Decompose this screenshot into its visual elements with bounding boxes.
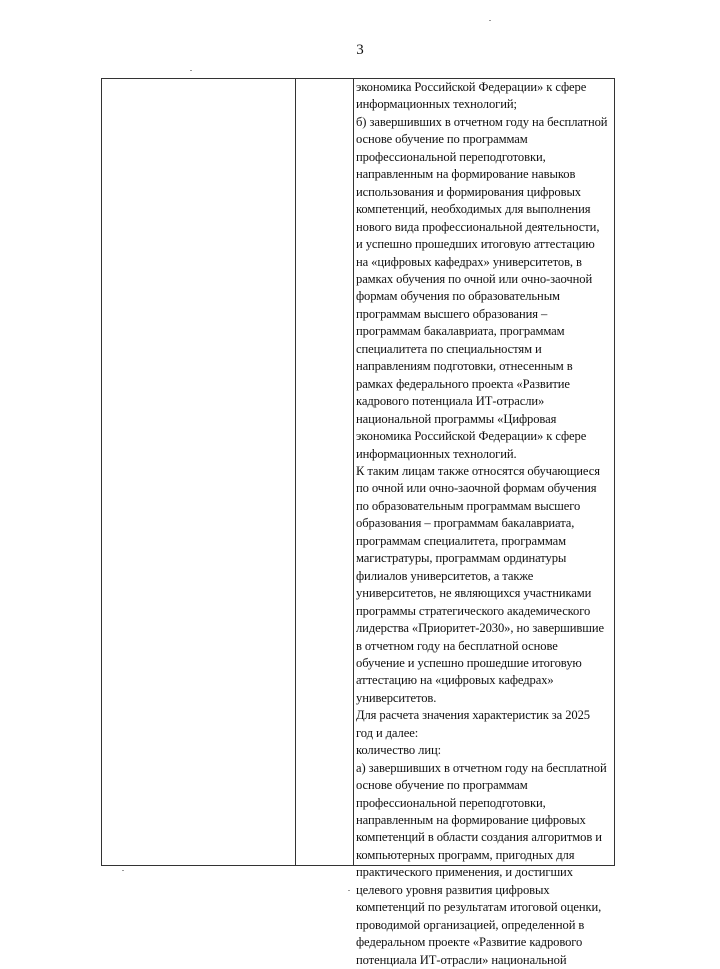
text-line: направленным на формирование цифровых [356, 813, 586, 828]
text-line: федеральном проекте «Развитие кадрового [356, 935, 583, 950]
text-line: на «цифровых кафедрах» университетов, в [356, 254, 582, 269]
text-line: компетенций по результатам итоговой оценки, [356, 900, 602, 915]
text-line: национальной программы «Цифровая [356, 411, 557, 426]
text-line: аттестацию на «цифровых кафедрах» [356, 673, 554, 688]
text-line: а) завершивших в отчетном году на бесплатной [356, 760, 607, 775]
scan-speck [122, 870, 124, 871]
text-line: кадрового потенциала ИТ-отрасли» [356, 394, 545, 409]
text-line: в отчетном году на бесплатной основе [356, 638, 558, 653]
text-line: университетов. [356, 690, 437, 705]
text-line: основе обучение по программам [356, 778, 528, 793]
text-line: программам высшего образования – [356, 306, 548, 321]
text-line: программы стратегического академического [356, 603, 591, 618]
text-line: формам обучения по образовательным [356, 289, 560, 304]
text-line: б) завершивших в отчетном году на бесплатной [356, 114, 608, 129]
document-table [101, 78, 615, 967]
text-line: использования и формирования цифровых [356, 184, 581, 199]
text-line: рамках федерального проекта «Развитие [356, 376, 570, 391]
text-line: потенциала ИТ-отрасли» национальной [356, 952, 567, 967]
text-line: нового вида профессиональной деятельности, [356, 219, 600, 234]
text-line: программам специалитета, программам [356, 533, 567, 548]
text-line: направлениям подготовки, отнесенным в [356, 359, 573, 374]
text-line: информационных технологий. [356, 446, 517, 461]
text-line: магистратуры, программам ординатуры [356, 551, 567, 566]
text-line: обучение и успешно прошедшие итоговую [356, 655, 582, 670]
page-number: 3 [356, 42, 364, 58]
scan-speck [348, 890, 350, 891]
table-column-description [354, 79, 614, 967]
text-line: экономика Российской Федерации» к сфере [356, 80, 587, 94]
text-line: информационных технологий; [356, 97, 517, 112]
table-column-unit [296, 79, 354, 865]
text-line: специалитета по специальностям и [356, 341, 542, 356]
text-line: по очной или очно-заочной формам обучения [356, 481, 597, 496]
text-line: образования – программам бакалавриата, [356, 516, 575, 531]
text-line: год и далее: [356, 725, 419, 740]
text-line: рамках обучения по очной или очно-заочной [356, 271, 593, 286]
table-column-name [102, 79, 296, 865]
text-line: и успешно прошедших итоговую аттестацию [356, 237, 595, 252]
scan-speck [489, 20, 491, 21]
text-line: экономика Российской Федерации» к сфере [356, 429, 587, 444]
text-line: целевого уровня развития цифровых [356, 882, 550, 897]
text-line: профессиональной переподготовки, [356, 795, 546, 810]
text-line: филиалов университетов, а также [356, 568, 534, 583]
text-line: профессиональной переподготовки, [356, 149, 546, 164]
scan-speck [190, 70, 192, 71]
text-line: лидерства «Приоритет-2030», но завершившие [356, 621, 604, 636]
text-line: Для расчета значения характеристик за 2025 [356, 708, 590, 723]
text-line: университетов, не являющихся участниками [356, 586, 592, 601]
text-line: компетенций, необходимых для выполнения [356, 202, 591, 217]
text-line: К таким лицам также относятся обучающиеся [356, 463, 600, 478]
text-line: проводимой организацией, определенной в [356, 917, 585, 932]
text-line: компьютерных программ, пригодных для [356, 847, 575, 862]
text-line: основе обучение по программам [356, 132, 528, 147]
text-line: по образовательным программам высшего [356, 498, 581, 513]
text-line: количество лиц: [356, 743, 442, 758]
text-line: направленным на формирование навыков [356, 167, 576, 182]
text-line: компетенций в области создания алгоритмов и [356, 830, 602, 845]
text-line: программам бакалавриата, программам [356, 324, 565, 339]
text-line: практического применения, и достигших [356, 865, 573, 880]
